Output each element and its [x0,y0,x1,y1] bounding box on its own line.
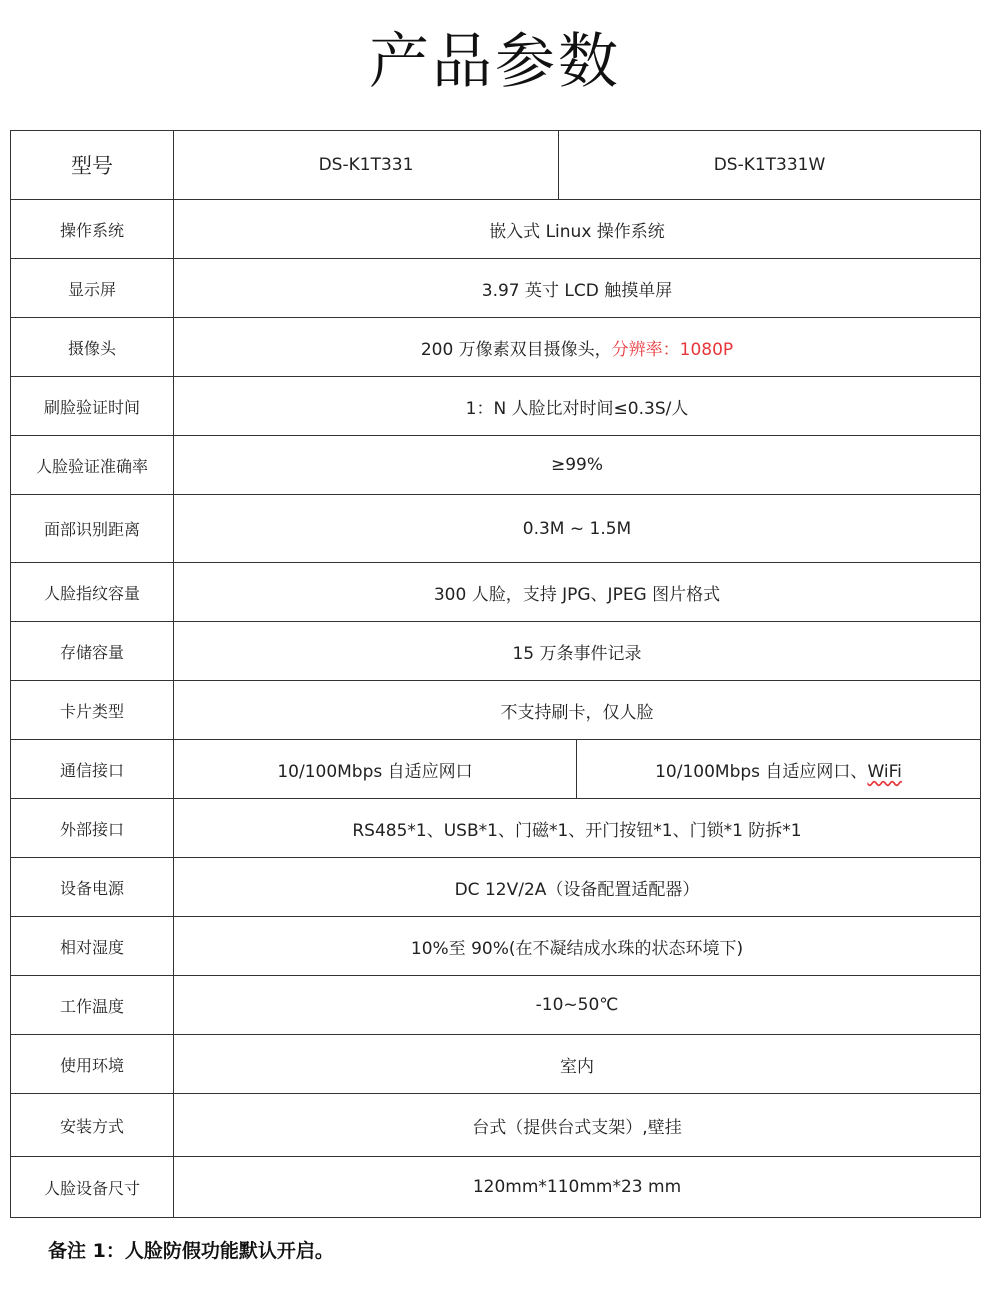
resolution-highlight: 分辨率：1080P [611,339,734,360]
table-row [11,1094,981,1157]
row-label: 刷脸验证时间 [11,377,174,436]
row-label: 通信接口 [11,740,174,799]
table-row [11,622,981,681]
row-label: 外部接口 [11,799,174,858]
row-label: 使用环境 [11,1035,174,1094]
row-value: 3.97 英寸 LCD 触摸单屏 [174,259,981,318]
table-row [11,1157,981,1218]
model-a-cell: DS-K1T331 [174,131,559,200]
row-value: 1：N 人脸比对时间≤0.3S/人 [174,377,981,436]
row-value [174,318,981,377]
footnote: 备注 1：人脸防假功能默认开启。 [48,1240,334,1262]
row-value-b [577,740,981,799]
table-row [11,976,981,1035]
row-label: 卡片类型 [11,681,174,740]
row-label: 人脸设备尺寸 [11,1157,174,1218]
table-row [11,1035,981,1094]
table-row [11,563,981,622]
table-row [11,858,981,917]
row-value: RS485*1、USB*1、门磁*1、开门按钮*1、门锁*1 防拆*1 [174,799,981,858]
row-value-a: 10/100Mbps 自适应网口 [174,740,577,799]
row-value: 10%至 90%(在不凝结成水珠的状态环境下) [174,917,981,976]
row-label: 存储容量 [11,622,174,681]
row-label: 型号 [11,131,174,200]
row-value: 室内 [174,1035,981,1094]
row-value: 不支持刷卡，仅人脸 [174,681,981,740]
table-row-model [11,131,981,200]
row-label: 面部识别距离 [11,495,174,563]
row-value: 0.3M ~ 1.5M [174,495,981,563]
wifi-text: WiFi [867,761,902,782]
table-row [11,681,981,740]
row-value: 120mm*110mm*23 mm [174,1157,981,1218]
row-label: 人脸验证准确率 [11,436,174,495]
table-row [11,740,981,799]
page-title: 产品参数 [369,27,621,97]
table-row [11,495,981,563]
model-b-cell: DS-K1T331W [559,131,981,200]
row-value: -10~50℃ [174,976,981,1035]
camera-text: 200 万像素双目摄像头， [420,339,612,360]
table-row [11,436,981,495]
table-row [11,377,981,436]
row-label: 安装方式 [11,1094,174,1157]
table-row [11,917,981,976]
row-value: 300 人脸，支持 JPG、JPEG 图片格式 [174,563,981,622]
row-label: 人脸指纹容量 [11,563,174,622]
spec-table [10,130,981,1218]
network-port-text: 10/100Mbps 自适应网口、 [655,761,868,782]
table-row [11,318,981,377]
row-label: 显示屏 [11,259,174,318]
row-label: 工作温度 [11,976,174,1035]
row-value: ≥99% [174,436,981,495]
row-label: 操作系统 [11,200,174,259]
row-label: 摄像头 [11,318,174,377]
row-value: 嵌入式 Linux 操作系统 [174,200,981,259]
row-label: 相对湿度 [11,917,174,976]
row-value: 15 万条事件记录 [174,622,981,681]
row-value: 台式（提供台式支架）,壁挂 [174,1094,981,1157]
row-value: DC 12V/2A（设备配置适配器） [174,858,981,917]
table-row [11,259,981,318]
row-label: 设备电源 [11,858,174,917]
table-row [11,799,981,858]
table-row [11,200,981,259]
